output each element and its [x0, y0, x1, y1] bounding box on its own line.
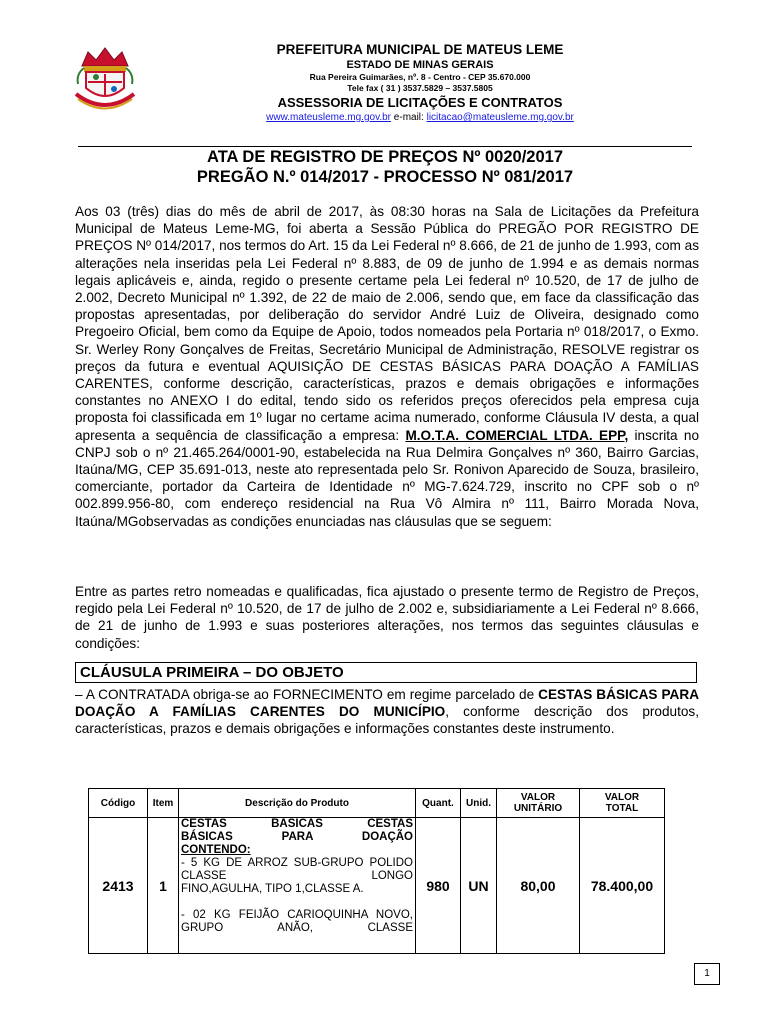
row-unit: UN — [461, 818, 497, 954]
col-unit: Unid. — [461, 789, 497, 818]
contact-line — [150, 111, 690, 124]
col-item: Item — [148, 789, 179, 818]
description-rice-end: FINO,AGULHA, TIPO 1,CLASSE A. — [181, 883, 364, 895]
col-unit-value-l2: UNITÁRIO — [513, 803, 563, 814]
department-name: ASSESSORIA DE LICITAÇÕES E CONTRATOS — [277, 95, 563, 110]
document-title-line-2: PREGÃO N.º 014/2017 - PROCESSO Nº 081/2017 — [196, 168, 574, 186]
row-unit-value: 80,00 — [497, 818, 580, 954]
col-description: Descrição do Produto — [179, 789, 416, 818]
row-total-value: 78.400,00 — [580, 818, 665, 954]
description-heading-3: CONTENDO: — [181, 844, 251, 856]
email-label: e-mail: — [393, 112, 424, 123]
row-description — [179, 818, 416, 954]
row-code: 2413 — [89, 818, 148, 954]
document-title — [75, 147, 695, 187]
description-rice: - 5 KG DE ARROZ SUB-GRUPO POLIDO CLASSE LONGO — [181, 857, 413, 882]
letterhead — [150, 42, 690, 124]
col-quantity: Quant. — [416, 789, 461, 818]
object-bold-text: CESTAS BÁSICAS PARA DOAÇÃO A FAMÍLIAS CARENTES DO MUNICÍPIO — [75, 687, 700, 720]
phone-line: Tele fax ( 31 ) 3537.5829 – 3537.5805 — [347, 83, 493, 93]
municipal-crest-icon — [74, 44, 136, 112]
address-line: Rua Pereira Guimarães, nº. 8 - Centro - CEP 35.670.000 — [309, 72, 531, 82]
description-heading — [181, 818, 413, 857]
col-total-value-l1: VALOR — [604, 792, 640, 803]
description-heading-1: CESTAS BASICAS CESTAS — [181, 818, 413, 830]
clause-heading: CLÁUSULA PRIMEIRA – DO OBJETO — [75, 662, 697, 683]
document-title-line-1: ATA DE REGISTRO DE PREÇOS Nº 0020/2017 — [207, 148, 563, 166]
col-total-value — [580, 789, 665, 818]
col-total-value-l2: TOTAL — [605, 803, 639, 814]
opening-text: Aos 03 (três) dias do mês de abril de 2017, às 08:30 horas na Sala de Licitações da Prefeitura Municipal de Mateus Leme-MG, foi aberta a Sessão Pública do PREGÃO POR REGISTRO DE PREÇOS Nº 014/2017, nos termos do Art. 15 da Lei Federal nº 8.666, de 21 de junho de 1.993, com as alterações nela inseridas pela Lei Federal nº 8.883, de 09 de junho de 1.994 e as demais normas legais aplicáveis e, ainda, regido o presente certame pela Lei federal nº 10.520, de 17 de julho de 2.002, Decreto Municipal nº 1.392, de 22 de maio de 2.006, sendo que, em face da classificação das propostas apresentadas, por deliberação do servidor André Luiz de Oliveira, designado como Pregoeiro Oficial, bem como da Equipe de Apoio, todos nomeados pela Portaria nº 018/2017, o Exmo. Sr. Werley Rony Gonçalves de Freitas, Secretário Municipal de Administração, RESOLVE registrar os preços da futura e eventual AQUISIÇÃO DE CESTAS BÁSICAS PARA DOAÇÃO A FAMÍLIAS CARENTES, conforme descrição, características, prazos e demais obrigações e informações constantes no ANEXO I do edital, tendo sido os referidos preços oferecidos pela empresa cuja proposta foi classificada em 1º lugar no certame acima numerado, conforme Cláusula IV desta, a qual apresenta a sequência de classificação a empresa: — [75, 204, 699, 443]
object-paragraph — [75, 686, 699, 738]
object-text-end: , conforme descrição dos produtos, características, prazos e demais obrigações e informações constantes deste instrumento. — [75, 704, 700, 737]
agreement-paragraph: Entre as partes retro nomeadas e qualificadas, fica ajustado o presente termo de Registro de Preços, regido pela Lei Federal nº 10.520, de 17 de julho de 2.002 e, subsidiariamente a Lei Federal nº 8.666, de 21 de junho de 1.993 e suas posteriores alterações, nos termos das seguintes cláusulas e condições: — [75, 584, 699, 651]
description-beans: - 02 KG FEIJÃO CARIOQUINHA NOVO, GRUPO ANÃO, CLASSE — [181, 909, 413, 934]
items-table — [88, 788, 665, 954]
opening-paragraph — [75, 203, 699, 530]
website-link[interactable]: www.mateusleme.mg.gov.br — [266, 112, 392, 123]
row-quantity: 980 — [416, 818, 461, 954]
row-item: 1 — [148, 818, 179, 954]
table-row — [89, 818, 665, 954]
municipality-title: PREFEITURA MUNICIPAL DE MATEUS LEME — [276, 42, 564, 57]
state-name: ESTADO DE MINAS GERAIS — [346, 59, 494, 71]
col-code: Código — [89, 789, 148, 818]
description-heading-2: BÁSICAS PARA DOAÇÃO — [181, 831, 413, 843]
company-name: M.O.T.A. COMERCIAL LTDA. EPP, — [405, 427, 629, 443]
object-text-start: – A CONTRATADA obriga-se ao FORNECIMENTO em regime parcelado de — [75, 687, 535, 702]
col-unit-value — [497, 789, 580, 818]
col-unit-value-l1: VALOR — [520, 792, 556, 803]
page-number: 1 — [694, 963, 720, 985]
email-link[interactable]: licitacao@mateusleme.mg.gov.br — [426, 112, 574, 123]
company-details: inscrita no CNPJ sob o nº 21.465.264/0001-90, estabelecida na Rua Delmira Gonçalves nº 360, Bairro Garcias, Itaúna/MG, CEP 35.691-013, neste ato representada pelo Sr. Ronivon Aparecido de Souza, brasileiro, comerciante, portador da Carteira de Identidade nº MG-7.624.729, inscrito no CPF sob o nº 002.899.956-80, com endereço residencial na Rua Vô Almira nº 111, Bairro Morada Nova, Itaúna/MGobservadas as condições enunciadas nas cláusulas que se seguem: — [75, 427, 699, 529]
table-header-row — [89, 789, 665, 818]
